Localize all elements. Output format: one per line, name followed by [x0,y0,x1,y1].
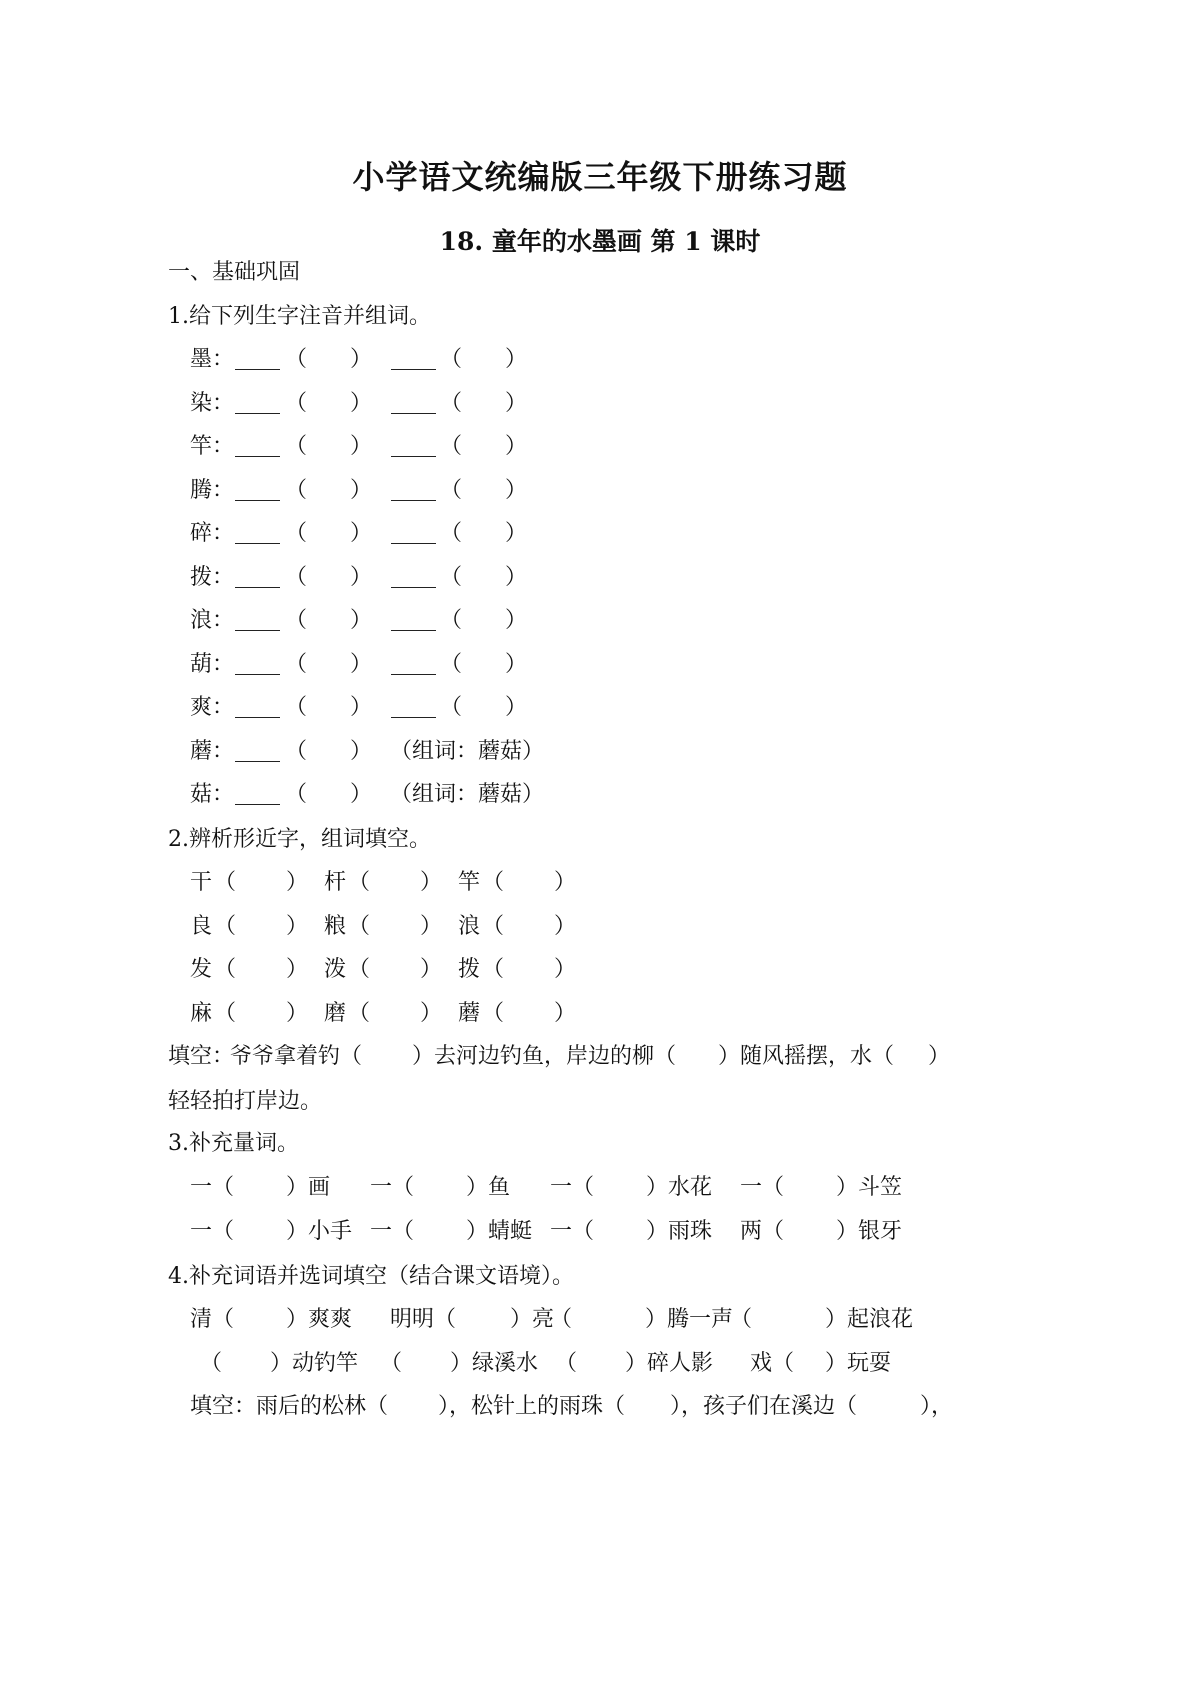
measure-word-suffix: ）小手 [286,1219,353,1244]
q1-heading: 1.给下列生字注音并组词。 [168,304,431,329]
pinyin-blank [391,393,436,414]
paren-close: ） [420,957,443,982]
paren-open: （ [285,652,308,677]
q1-char: 碎 [190,521,213,546]
pinyin-blank [235,436,280,457]
pinyin-blank [235,393,280,414]
paren-close: ） [554,957,577,982]
q2-fill-seg4: ） [928,1044,951,1069]
q2-char: 磨 [324,1001,347,1026]
word-prefix: （ [380,1351,403,1376]
q2-char: 干 [190,870,213,895]
word-suffix: ）腾一声 [645,1307,734,1332]
q1-note: （组词：蘑菇） [390,782,545,807]
paren-open: （ [482,1001,505,1026]
paren-open: （ [285,434,308,459]
q2-char: 泼 [324,957,347,982]
pinyin-blank [235,567,280,588]
pinyin-blank [391,567,436,588]
measure-word-suffix: ）水花 [646,1175,713,1200]
paren-open: （ [440,434,463,459]
paren-open: （ [348,957,371,982]
q1-colon: ： [212,608,235,633]
paren-open: （ [285,478,308,503]
measure-word-suffix: ）斗笠 [836,1175,903,1200]
paren-close: ） [350,434,373,459]
q2-char: 竿 [458,870,481,895]
word-prefix: 戏（ [750,1351,795,1376]
pinyin-blank [235,349,280,370]
q1-char: 爽 [190,695,213,720]
pinyin-blank [391,654,436,675]
paren-open: （ [348,870,371,895]
q2-fill-seg1: 爷爷拿着钓（ [230,1044,363,1069]
paren-close: ） [505,391,528,416]
q4-fill-seg4: ）， [920,1394,954,1419]
q1-colon: ： [212,652,235,677]
paren-open: （ [285,565,308,590]
q2-char: 粮 [324,914,347,939]
paren-close: ） [505,652,528,677]
paren-close: ） [350,695,373,720]
q1-colon: ： [212,782,235,807]
word-prefix: （ [200,1351,223,1376]
measure-word-suffix: ）画 [286,1175,331,1200]
pinyin-blank [391,697,436,718]
paren-close: ） [350,608,373,633]
q1-colon: ： [212,478,235,503]
paren-close: ） [350,347,373,372]
q1-colon: ： [212,565,235,590]
measure-word-prefix: 两（ [740,1219,785,1244]
q2-char: 杆 [324,870,347,895]
q2-char: 浪 [458,914,481,939]
measure-word-suffix: ）鱼 [466,1175,511,1200]
paren-close: ） [505,521,528,546]
word-prefix: （ [550,1307,573,1332]
paren-close: ） [505,608,528,633]
paren-close: ） [420,914,443,939]
paren-open: （ [440,652,463,677]
q1-char: 菇 [190,782,213,807]
q4-fill-seg1: 填空：雨后的松林（ [190,1394,389,1419]
paren-close: ） [420,870,443,895]
measure-word-prefix: 一（ [190,1175,235,1200]
paren-open: （ [440,521,463,546]
paren-open: （ [285,391,308,416]
paren-open: （ [285,608,308,633]
paren-close: ） [350,391,373,416]
paren-close: ） [350,478,373,503]
q2-fill-seg2: ）去河边钓鱼，岸边的柳（ [412,1044,677,1069]
paren-open: （ [214,870,237,895]
measure-word-suffix: ）雨珠 [646,1219,713,1244]
word-suffix: ）碎人影 [625,1351,714,1376]
q4-heading: 4.补充词语并选词填空（结合课文语境）。 [168,1264,574,1289]
paren-open: （ [214,1001,237,1026]
paren-open: （ [482,957,505,982]
word-suffix: ）起浪花 [825,1307,914,1332]
measure-word-suffix: ）银牙 [836,1219,903,1244]
measure-word-prefix: 一（ [550,1175,595,1200]
lesson-subtitle: 18. 童年的水墨画 第 1 课时 [439,227,761,256]
q2-char: 发 [190,957,213,982]
pinyin-blank [235,523,280,544]
paren-open: （ [482,870,505,895]
paren-close: ） [350,652,373,677]
pinyin-blank [391,523,436,544]
paren-open: （ [285,739,308,764]
measure-word-prefix: 一（ [190,1219,235,1244]
paren-close: ） [554,870,577,895]
word-suffix: ）爽爽 [286,1307,353,1332]
paren-open: （ [440,347,463,372]
paren-open: （ [482,914,505,939]
word-prefix: 明明（ [390,1307,457,1332]
paren-open: （ [214,914,237,939]
paren-open: （ [285,782,308,807]
paren-close: ） [286,957,309,982]
paren-open: （ [285,695,308,720]
q2-fill-label: 填空： [168,1044,235,1069]
q1-colon: ： [212,434,235,459]
paren-close: ） [350,739,373,764]
q2-fill-line2: 轻轻拍打岸边。 [168,1089,323,1114]
paren-close: ） [286,914,309,939]
q2-char: 拨 [458,957,481,982]
measure-word-prefix: 一（ [370,1219,415,1244]
q1-note: （组词：蘑菇） [390,739,545,764]
paren-close: ） [505,695,528,720]
pinyin-blank [235,784,280,805]
q1-char: 拨 [190,565,213,590]
paren-close: ） [554,914,577,939]
section-heading: 一、基础巩固 [168,260,301,285]
q2-fill-seg3: ）随风摇摆，水（ [718,1044,895,1069]
pinyin-blank [391,349,436,370]
q1-colon: ： [212,347,235,372]
paren-close: ） [286,1001,309,1026]
paren-close: ） [505,347,528,372]
paren-open: （ [440,608,463,633]
paren-open: （ [285,521,308,546]
paren-close: ） [505,565,528,590]
q1-colon: ： [212,695,235,720]
q2-char: 蘑 [458,1001,481,1026]
pinyin-blank [235,697,280,718]
page-title: 小学语文统编版三年级下册练习题 [352,158,848,196]
word-suffix: ）绿溪水 [450,1351,539,1376]
word-prefix: 清（ [190,1307,235,1332]
paren-open: （ [348,914,371,939]
paren-open: （ [440,478,463,503]
q2-char: 麻 [190,1001,213,1026]
measure-word-prefix: 一（ [740,1175,785,1200]
pinyin-blank [391,610,436,631]
q4-fill-seg2: ），松针上的雨珠（ [438,1394,626,1419]
q4-fill-seg3: ），孩子们在溪边（ [670,1394,858,1419]
word-prefix: （ [730,1307,753,1332]
paren-close: ） [420,1001,443,1026]
q1-char: 葫 [190,652,213,677]
paren-close: ） [350,565,373,590]
q1-colon: ： [212,521,235,546]
measure-word-prefix: 一（ [370,1175,415,1200]
paren-open: （ [214,957,237,982]
measure-word-suffix: ）蜻蜓 [466,1219,533,1244]
q1-char: 竿 [190,434,213,459]
paren-close: ） [350,782,373,807]
q1-colon: ： [212,391,235,416]
pinyin-blank [235,654,280,675]
q2-char: 良 [190,914,213,939]
q1-char: 染 [190,391,213,416]
paren-close: ） [505,434,528,459]
q1-char: 墨 [190,347,213,372]
paren-open: （ [440,391,463,416]
paren-close: ） [505,478,528,503]
q1-colon: ： [212,739,235,764]
paren-close: ） [286,870,309,895]
paren-open: （ [440,695,463,720]
paren-open: （ [348,1001,371,1026]
pinyin-blank [391,480,436,501]
q1-char: 腾 [190,478,213,503]
q2-heading: 2.辨析形近字，组词填空。 [168,827,431,852]
paren-open: （ [285,347,308,372]
pinyin-blank [391,436,436,457]
q1-char: 蘑 [190,739,213,764]
pinyin-blank [235,610,280,631]
q3-heading: 3.补充量词。 [168,1131,299,1156]
pinyin-blank [235,741,280,762]
paren-open: （ [440,565,463,590]
paren-close: ） [350,521,373,546]
paren-close: ） [554,1001,577,1026]
word-suffix: ）动钓竿 [270,1351,359,1376]
word-prefix: （ [555,1351,578,1376]
word-suffix: ）亮 [510,1307,555,1332]
measure-word-prefix: 一（ [550,1219,595,1244]
word-suffix: ）玩耍 [825,1351,892,1376]
pinyin-blank [235,480,280,501]
q1-char: 浪 [190,608,213,633]
